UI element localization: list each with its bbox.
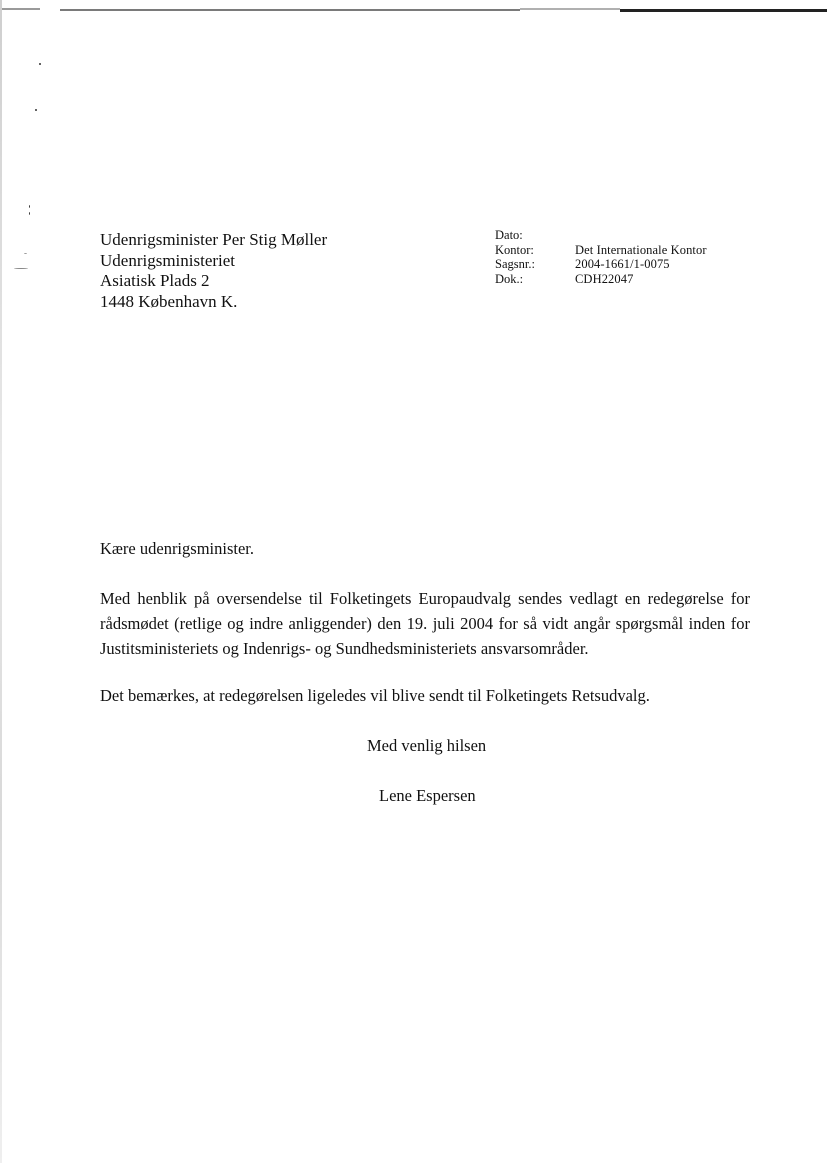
scan-left-edge [0,0,2,1163]
meta-value: Det Internationale Kontor [575,242,707,257]
meta-row-kontor [495,243,707,258]
meta-label: Dok.: [495,271,524,286]
recipient-address [100,230,327,312]
meta-row-sagsnr [495,257,707,272]
meta-value: CDH22047 [575,271,634,286]
meta-row-dato [495,228,707,243]
salutation: Kære udenrigsminister. [100,539,254,558]
scan-speck [35,109,37,111]
scan-top-edge [0,0,827,5]
recipient-line: Udenrigsministeriet [100,250,236,270]
scan-speck [29,212,30,215]
recipient-line: Udenrigsminister Per Stig Møller [100,230,328,249]
closing: Med venlig hilsen [367,736,487,755]
meta-value: 2004-1661/1-0075 [575,257,670,271]
meta-label: Sagsnr.: [495,257,535,271]
scan-speck [39,63,41,65]
meta-row-dok [495,272,707,287]
meta-label: Kontor: [495,242,534,257]
signature-name: Lene Espersen [379,786,476,805]
note-paragraph: Det bemærkes, at redegørelsen ligeledes vil blive sendt til Folketingets Retsudvalg. [100,686,650,705]
scan-speck [14,268,28,269]
recipient-line: 1448 København K. [100,291,238,311]
document-meta [495,228,707,286]
scan-speck [24,253,27,254]
scan-speck [29,205,30,208]
body-paragraph: Med henblik på oversendelse til Folketingets Europaudvalg sendes vedlagt en redegørelse for rådsmødet (retlige og indre anliggender) den 19. juli 2004 for så vidt angår spørgsmål inden for Justitsministeriets og Indenrigs- og Sundhedsministeriets ansvarsområder. [100,589,750,658]
meta-label: Dato: [495,228,523,242]
recipient-line: Asiatisk Plads 2 [100,271,210,290]
